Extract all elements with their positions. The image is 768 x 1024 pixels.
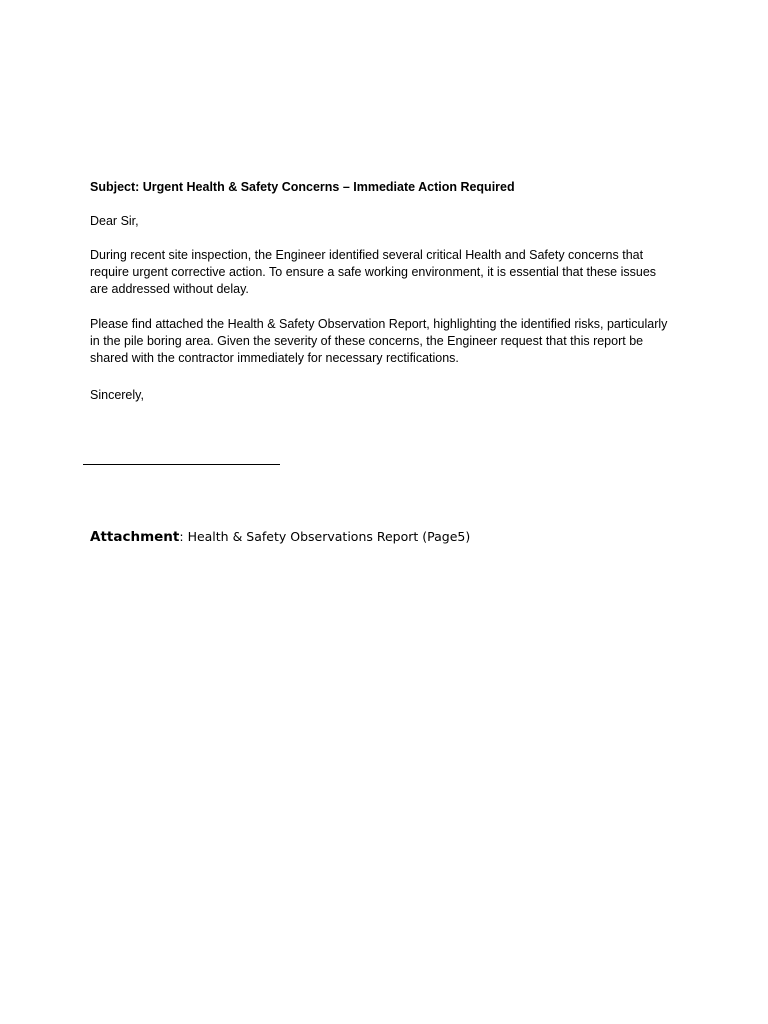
paragraph-line: in the pile boring area. Given the severity of these concerns, the Engineer request that this report be: [90, 334, 644, 348]
attachment-note: [90, 528, 470, 546]
letter-salutation: Dear Sir,: [90, 214, 139, 228]
paragraph-line: During recent site inspection, the Engineer identified several critical Health and Safety concerns that: [90, 248, 644, 262]
letter-paragraph-1: [90, 247, 690, 298]
signature-line: [83, 464, 280, 465]
letter-closing: Sincerely,: [90, 388, 144, 402]
paragraph-line: require urgent corrective action. To ensure a safe working environment, it is essential that these issues: [90, 265, 657, 279]
paragraph-line: shared with the contractor immediately for necessary rectifications.: [90, 351, 459, 365]
letter-subject: Subject: Urgent Health & Safety Concerns – Immediate Action Required: [90, 180, 515, 194]
attachment-text: Health & Safety Observations Report (Page5): [187, 529, 471, 544]
attachment-label: Attachment: [90, 529, 180, 545]
attachment-separator: :: [179, 529, 188, 544]
paragraph-line: Please find attached the Health & Safety Observation Report, highlighting the identified risks, particularly: [90, 317, 668, 331]
paragraph-line: are addressed without delay.: [90, 282, 249, 296]
letter-paragraph-2: [90, 316, 690, 367]
